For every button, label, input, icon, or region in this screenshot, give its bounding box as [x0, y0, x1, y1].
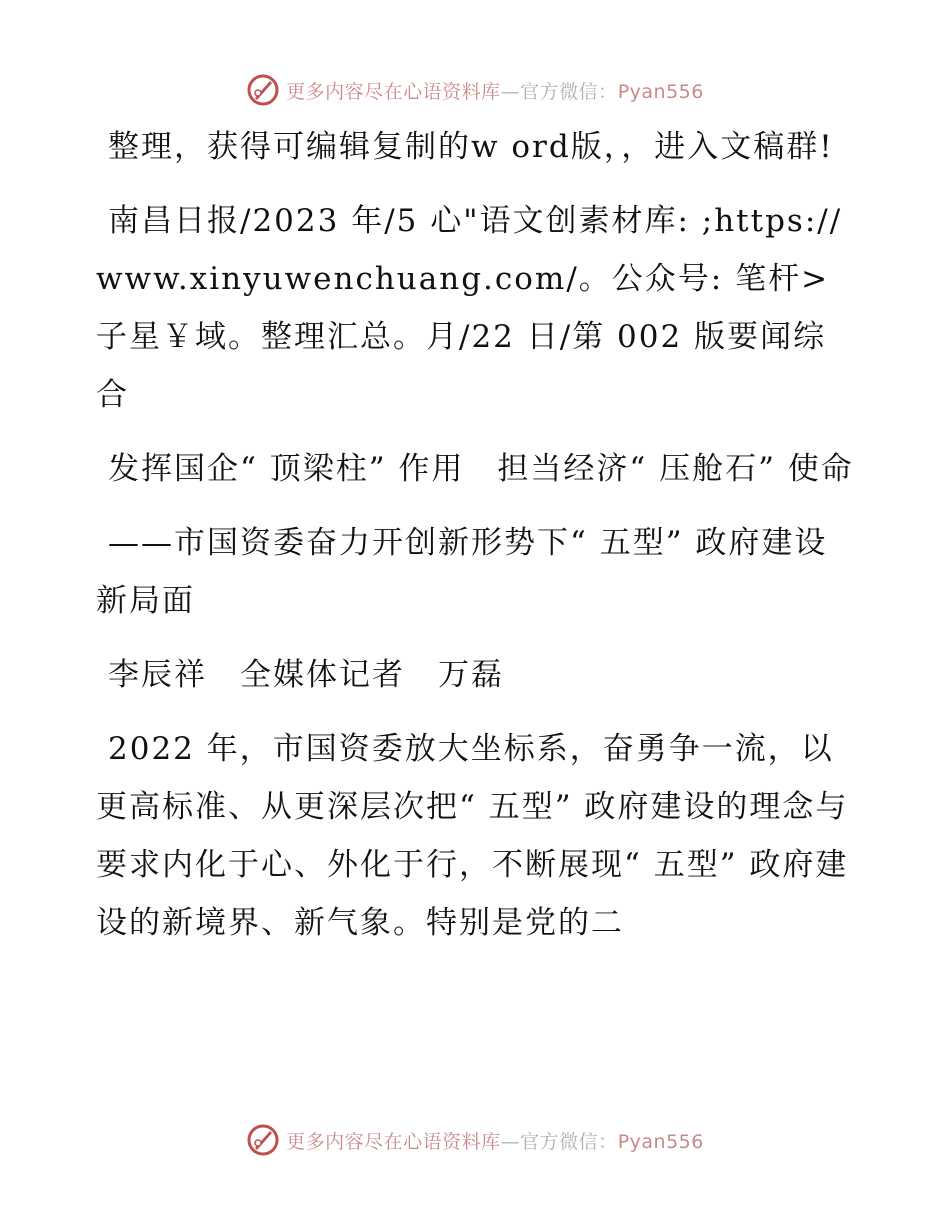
header-watermark: [0, 70, 950, 110]
article-byline: 李辰祥 全媒体记者 万磊: [108, 657, 504, 693]
watermark-brand: 更多内容尽在心语资料库: [286, 80, 501, 103]
document-body: [96, 118, 856, 968]
footer-watermark: [0, 1120, 950, 1160]
watermark-wechat-label: 官方微信：: [520, 1130, 618, 1153]
paragraph-intro: 整理，获得可编辑复制的w ord版，，进入文稿群!: [108, 129, 834, 165]
quill-logo-icon: [246, 73, 280, 107]
watermark-text: [286, 1127, 704, 1154]
paragraph-body: 2022 年，市国资委放大坐标系，奋勇争一流，以更高标准、从更深层次把“ 五型” 政府建设的理念与要求内化于心、外化于行，不断展现“ 五型” 政府建设的新境界、新气象。特别是党的二: [96, 731, 849, 941]
paragraph-source: 南昌日报/2023 年/5 心"语文创素材库: ;https://www.xinyuwenchuang.com/。公众号: 笔杆>子星￥域。整理汇总。月/22 日/第 002 版要闻综合: [96, 203, 843, 413]
article-title: 发挥国企“ 顶梁柱” 作用 担当经济“ 压舱石” 使命: [108, 451, 854, 487]
watermark-text: [286, 77, 704, 104]
watermark-wechat-label: 官方微信：: [520, 80, 618, 103]
watermark-wechat-id: Pyan556: [617, 1130, 704, 1153]
quill-logo-icon: [246, 1123, 280, 1157]
watermark-wechat-id: Pyan556: [617, 80, 704, 103]
watermark-brand: 更多内容尽在心语资料库: [286, 1130, 501, 1153]
watermark-separator: —: [500, 1130, 521, 1153]
article-subtitle: ——市国资委奋力开创新形势下“ 五型” 政府建设新局面: [96, 525, 828, 619]
watermark-separator: —: [500, 80, 521, 103]
